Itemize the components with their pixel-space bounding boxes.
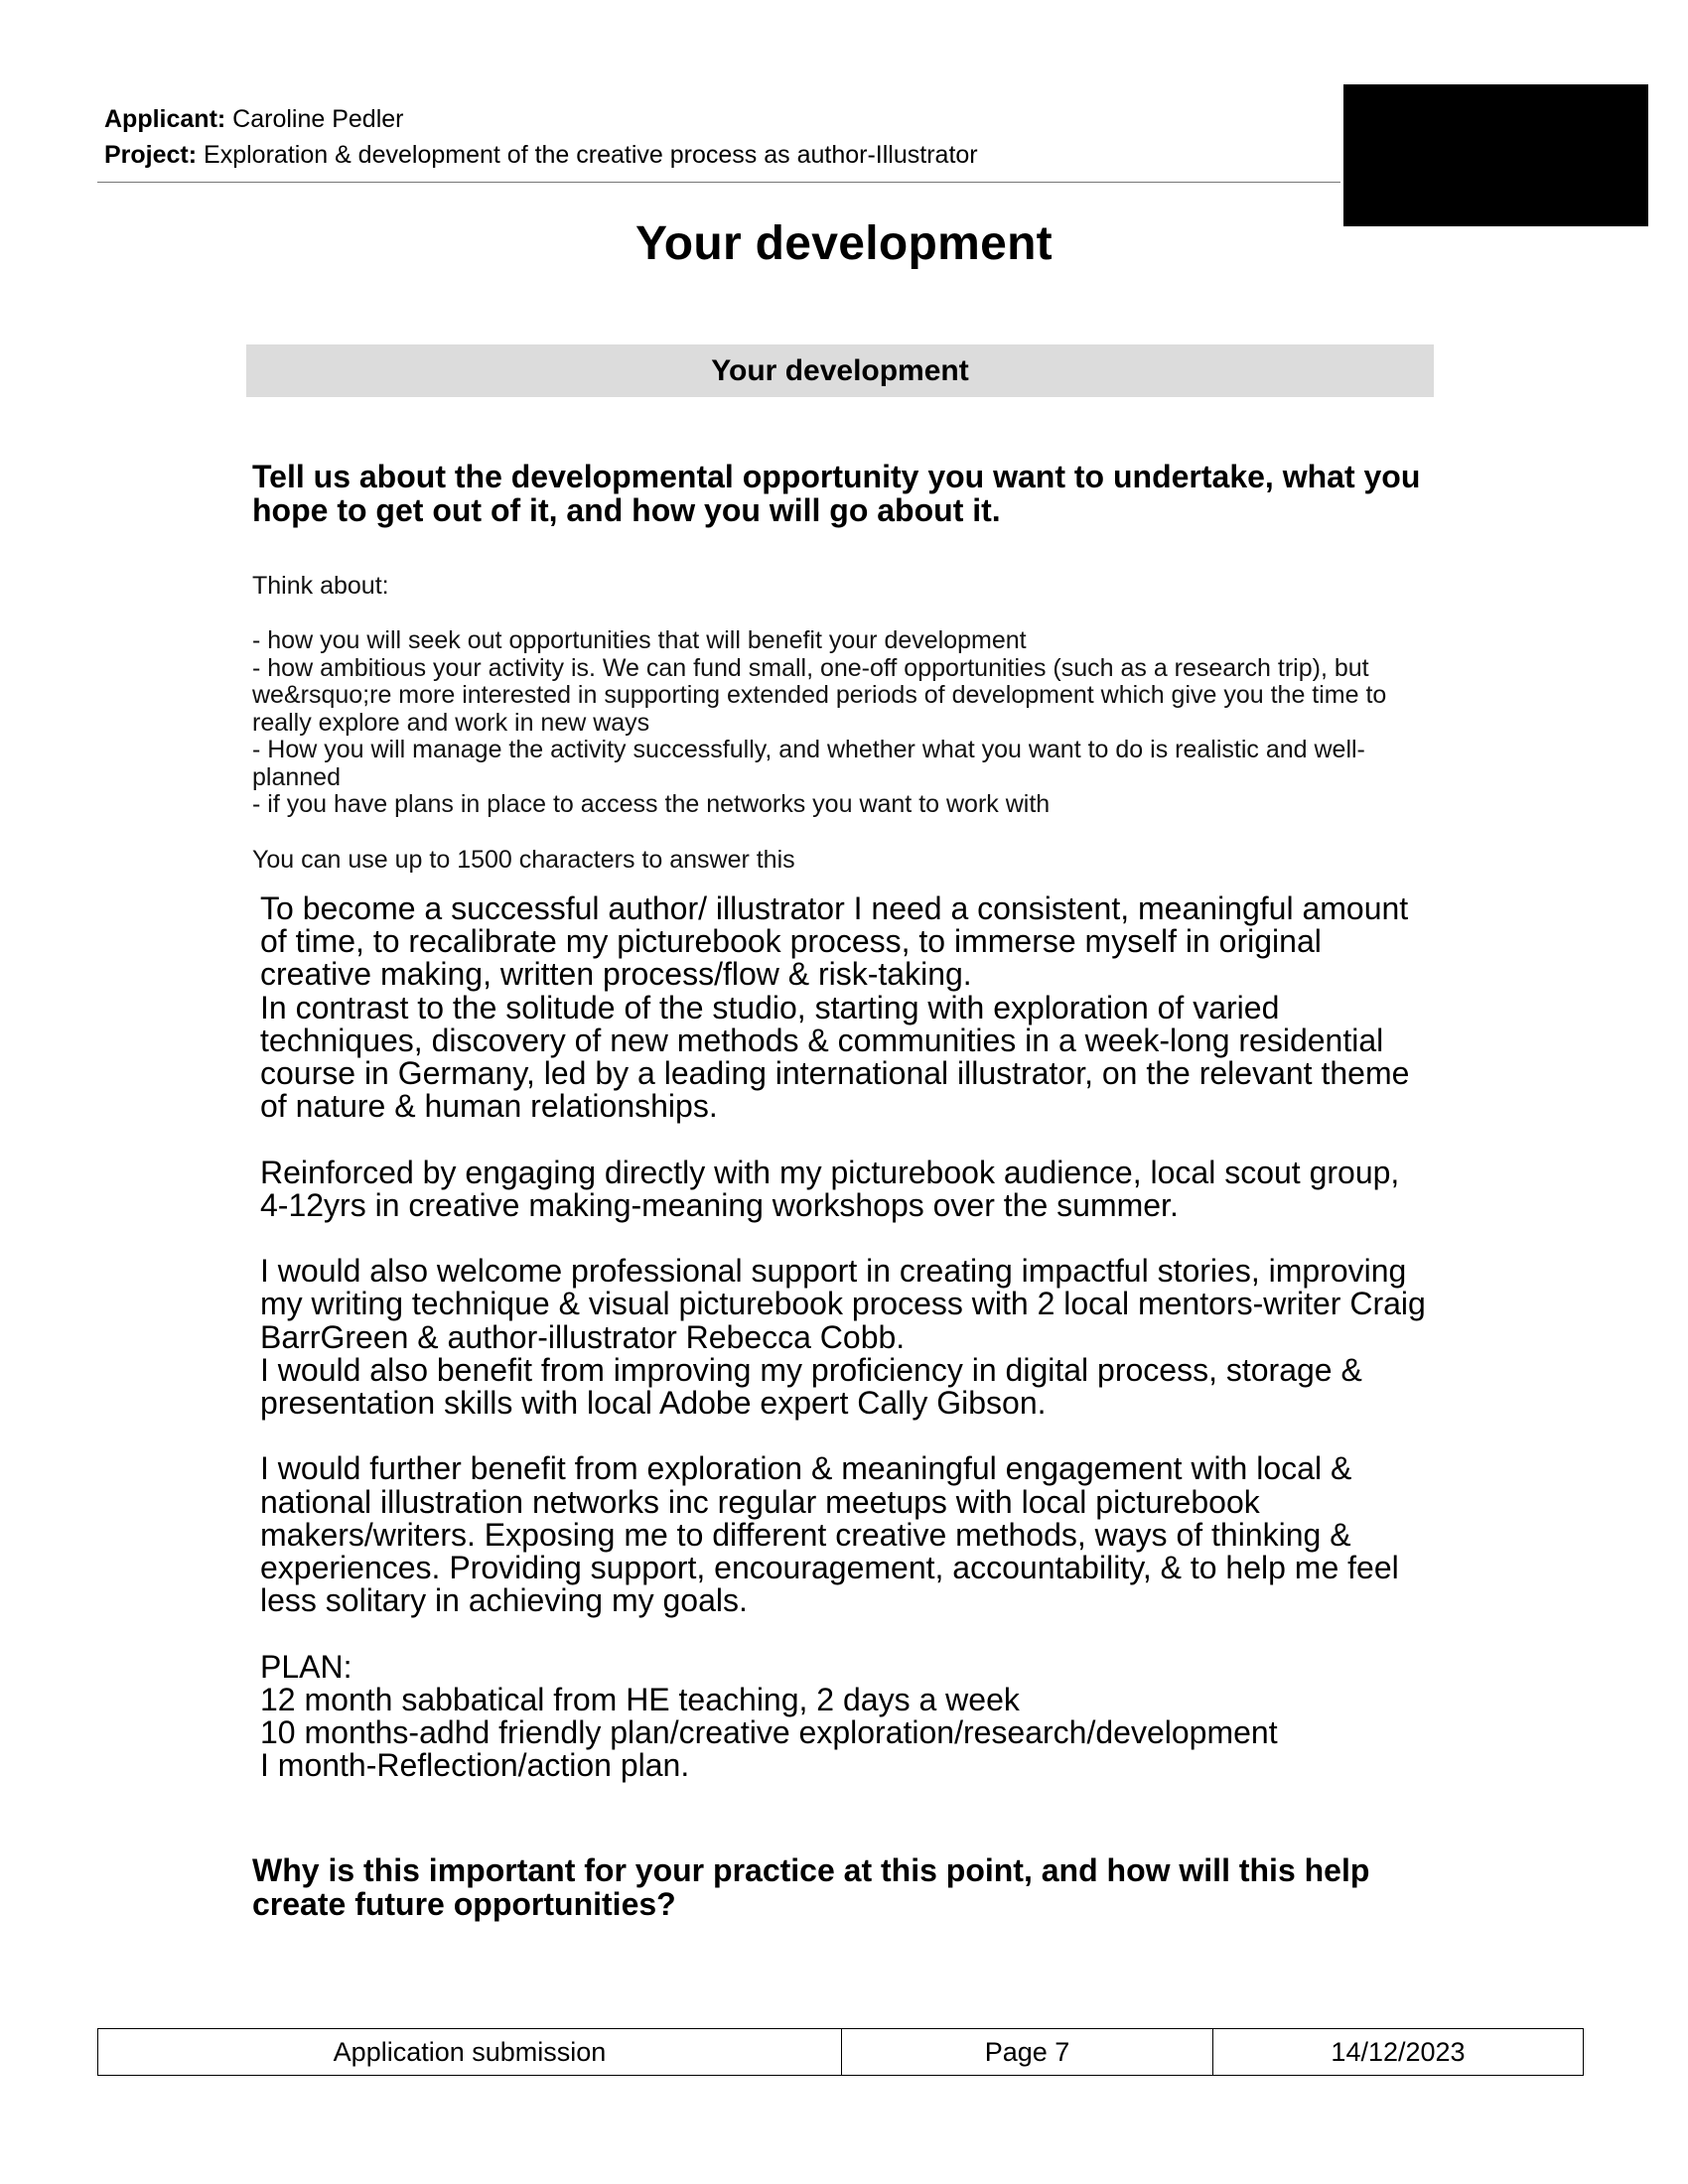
footer-label: Application submission — [98, 2029, 842, 2075]
page-title: Your development — [635, 217, 1053, 270]
project-line — [104, 137, 978, 173]
question-importance: Why is this important for your practice at this point, and how will this help create future opportunities? — [252, 1852, 1370, 1922]
footer-date: 14/12/2023 — [1331, 2036, 1466, 2067]
guidance-bullets: - how you will seek out opportunities that will benefit your development - how ambitious your activity is. We can fund small, one-off opportunities (such as a research trip), but we&rsquo;re more interested in supporting extended periods of development which give you the time to really explore and work in new ways - How you will manage the activity successfully, and whether what you want to do is realistic and well-planned - if you have plans in place to access the networks you want to work with — [252, 626, 1387, 818]
page-footer — [97, 2028, 1584, 2076]
section-header: Your development — [246, 344, 1434, 397]
applicant-line — [104, 101, 978, 137]
question-development-opportunity: Tell us about the developmental opportunity you want to undertake, what you hope to get out of it, and how you will go about it. — [252, 459, 1421, 528]
answer-development-opportunity: To become a successful author/ illustrator I need a consistent, meaningful amount of time, to recalibrate my picturebook process, to immerse myself in original creative making, written process/flow & risk-taking. In contrast to the solitude of the studio, starting with exploration of varied techniques, discovery of new methods & communities in a week-long residential course in Germany, led by a leading international illustrator, on the relevant theme of nature & human relationships. Reinforced by engaging directly with my picturebook audience, local scout group, 4-12yrs in creative making-meaning workshops over the summer. I would also welcome professional support in creating impactful stories, improving my writing technique & visual picturebook process with 2 local mentors-writer Craig BarrGreen & author-illustrator Rebecca Cobb. I would also benefit from improving my proficiency in digital process, storage & presentation skills with local Adobe expert Cally Gibson. I would further benefit from exploration & meaningful engagement with local & national illustration networks inc regular meetups with local picturebook makers/writers. Exposing me to different creative methods, ways of thinking & experiences. Providing support, encouragement, accountability, & to help me feel less solitary in achieving my goals. PLAN: 12 month sabbatical from HE teaching, 2 days a week 10 months-adhd friendly plan/creative exploration/research/development I month-Reflection/action plan. — [260, 890, 1426, 1784]
footer-page-number: Page 7 — [842, 2029, 1213, 2075]
guidance-think-about: Think about: — [252, 572, 389, 600]
redaction-box — [1343, 84, 1648, 226]
header-divider — [97, 182, 1340, 183]
applicant-label: Applicant: — [104, 105, 226, 133]
applicant-name: Caroline Pedler — [232, 105, 404, 133]
applicant-header — [104, 101, 978, 173]
character-limit-note: You can use up to 1500 characters to answer this — [252, 846, 795, 874]
project-label: Project: — [104, 141, 198, 169]
project-title: Exploration & development of the creative process as author-Illustrator — [204, 141, 978, 169]
